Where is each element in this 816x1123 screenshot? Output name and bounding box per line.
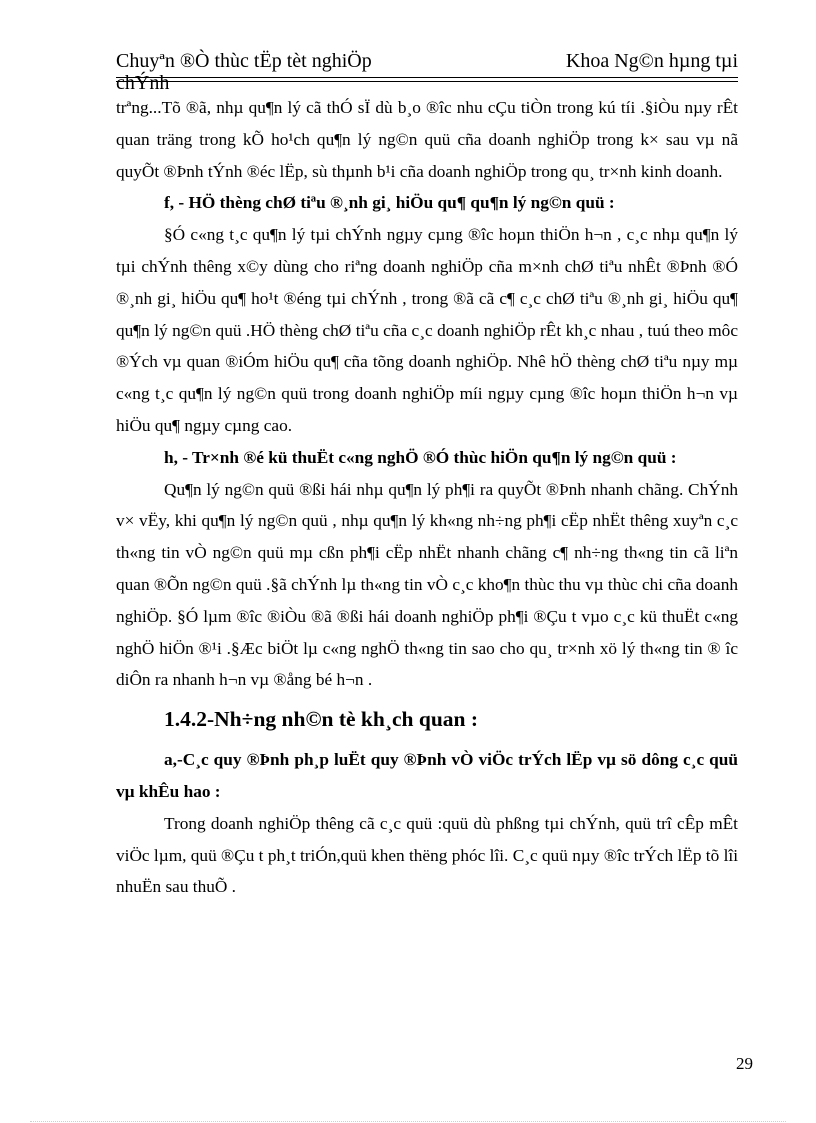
page-number: 29 [736, 1054, 753, 1073]
paragraph-funds: Trong doanh nghiÖp thêng cã c¸c quü :quü dù phßng tµi chÝnh, quü trî cÊp mÊt viÖc lµm, quü ®Çu t ph¸t triÓn,quü khen thëng phóc lîi. C¸c quü nµy ®îc trÝch lËp tõ lîi nhuËn sau thuÕ . [116, 813, 738, 897]
header-right-title: Khoa Ng©n hµng tµi [565, 50, 738, 72]
section-heading-1-4-2: 1.4.2-Nh÷ng nh©n tè kh¸ch quan : [164, 707, 479, 732]
paragraph-indicators: §Ó c«ng t¸c qu¶n lý tµi chÝnh ngµy cµng ®îc hoµn thiÖn h¬n , c¸c nhµ qu¶n lý tµi chÝnh thêng x©y dùng cho riªng doanh nghiÖp cña m×nh chØ tiªu nhÊt ®Þnh ®Ó ®¸nh gi¸ hiÖu qu¶ ho¹t ®éng tµi chÝnh , trong ®ã cã c¶ c¸c chØ tiªu ®¸nh gi¸ hiÖu qu¶ qu¶n lý ng©n quü .HÖ thèng chØ tiªu cña c¸c doanh nghiÖp rÊt kh¸c nhau , tuú theo môc ®Ých vµ quan ®iÓm hiÖu qu¶ cña tõng doanh nghiÖp. Nhê hÖ thèng chØ tiªu nµy mµ c«ng t¸c qu¶n lý ng©n quü trong doanh nghiÖp míi ngµy cµng ®îc hoµn thiÖn h¬n vµ hiÖu qu¶ ngµy cµng cao. [116, 225, 738, 435]
header-rule-thick [116, 81, 738, 82]
section-heading-f: f, - HÖ thèng chØ tiªu ®¸nh gi¸ hiÖu qu¶ qu¶n lý ng©n quü : [164, 193, 615, 213]
header-left-title [116, 50, 372, 94]
paragraph-technology: Qu¶n lý ng©n quü ®ßi hái nhµ qu¶n lý ph¶i ra quyÕt ®Þnh nhanh chãng. ChÝnh v× vËy, khi qu¶n lý ng©n quü , nhµ qu¶n lý kh«ng nh÷ng ph¶i cËp nhËt thêng xuyªn c¸c th«ng tin vÒ ng©n quü mµ cßn ph¶i cËp nhËt nhanh chãng c¶ nh÷ng th«ng tin cã liªn quan ®Õn ng©n quü .§ã chÝnh lµ th«ng tin vÒ c¸c kho¶n thùc thu vµ thùc chi cña doanh nghiÖp. §Ó lµm ®îc ®iÒu ®ã ®ßi hái doanh nghiÖp ph¶i ®Çu t vµo c¸c kü thuËt c«ng nghÖ hiÖn ®¹i .§Æc biÖt lµ c«ng nghÖ th«ng tin sao cho qu¸ tr×nh xö lý th«ng tin ® îc diÔn ra nhanh h¬n vµ ®ång bé h¬n . [116, 479, 738, 690]
paragraph-continued: trªng...Tõ ®ã, nhµ qu¶n lý cã thÓ sÏ dù b¸o ®îc nhu cÇu tiÒn trong kú tíi .§iÒu nµy rÊt quan träng trong kÕ ho¹ch qu¶n lý ng©n quü cña doanh nghiÖp trong k× sau vµ nã quyÕt ®Þnh tÝnh ®éc lËp, sù thµnh b¹i cña doanh nghiÖp trong qu¸ tr×nh kinh doanh. [116, 98, 738, 181]
header-left-text: Chuyªn ®Ò thùc tËp tèt nghiÖp [116, 50, 372, 72]
header-left-wrap: chÝnh [116, 72, 170, 94]
document-body [116, 92, 738, 903]
section-heading-h: h, - Tr×nh ®é kü thuËt c«ng nghÖ ®Ó thùc hiÖn qu¶n lý ng©n quü : [164, 447, 677, 467]
section-heading-a: a,-C¸c quy ®Þnh ph¸p luËt quy ®Þnh vÒ viÖc trÝch lËp vµ sö dông c¸c quü vµ khÊu hao : [116, 750, 738, 801]
page-header [116, 50, 738, 94]
page-bottom-dotted-line [30, 1121, 786, 1122]
header-rule-thin [116, 77, 738, 78]
